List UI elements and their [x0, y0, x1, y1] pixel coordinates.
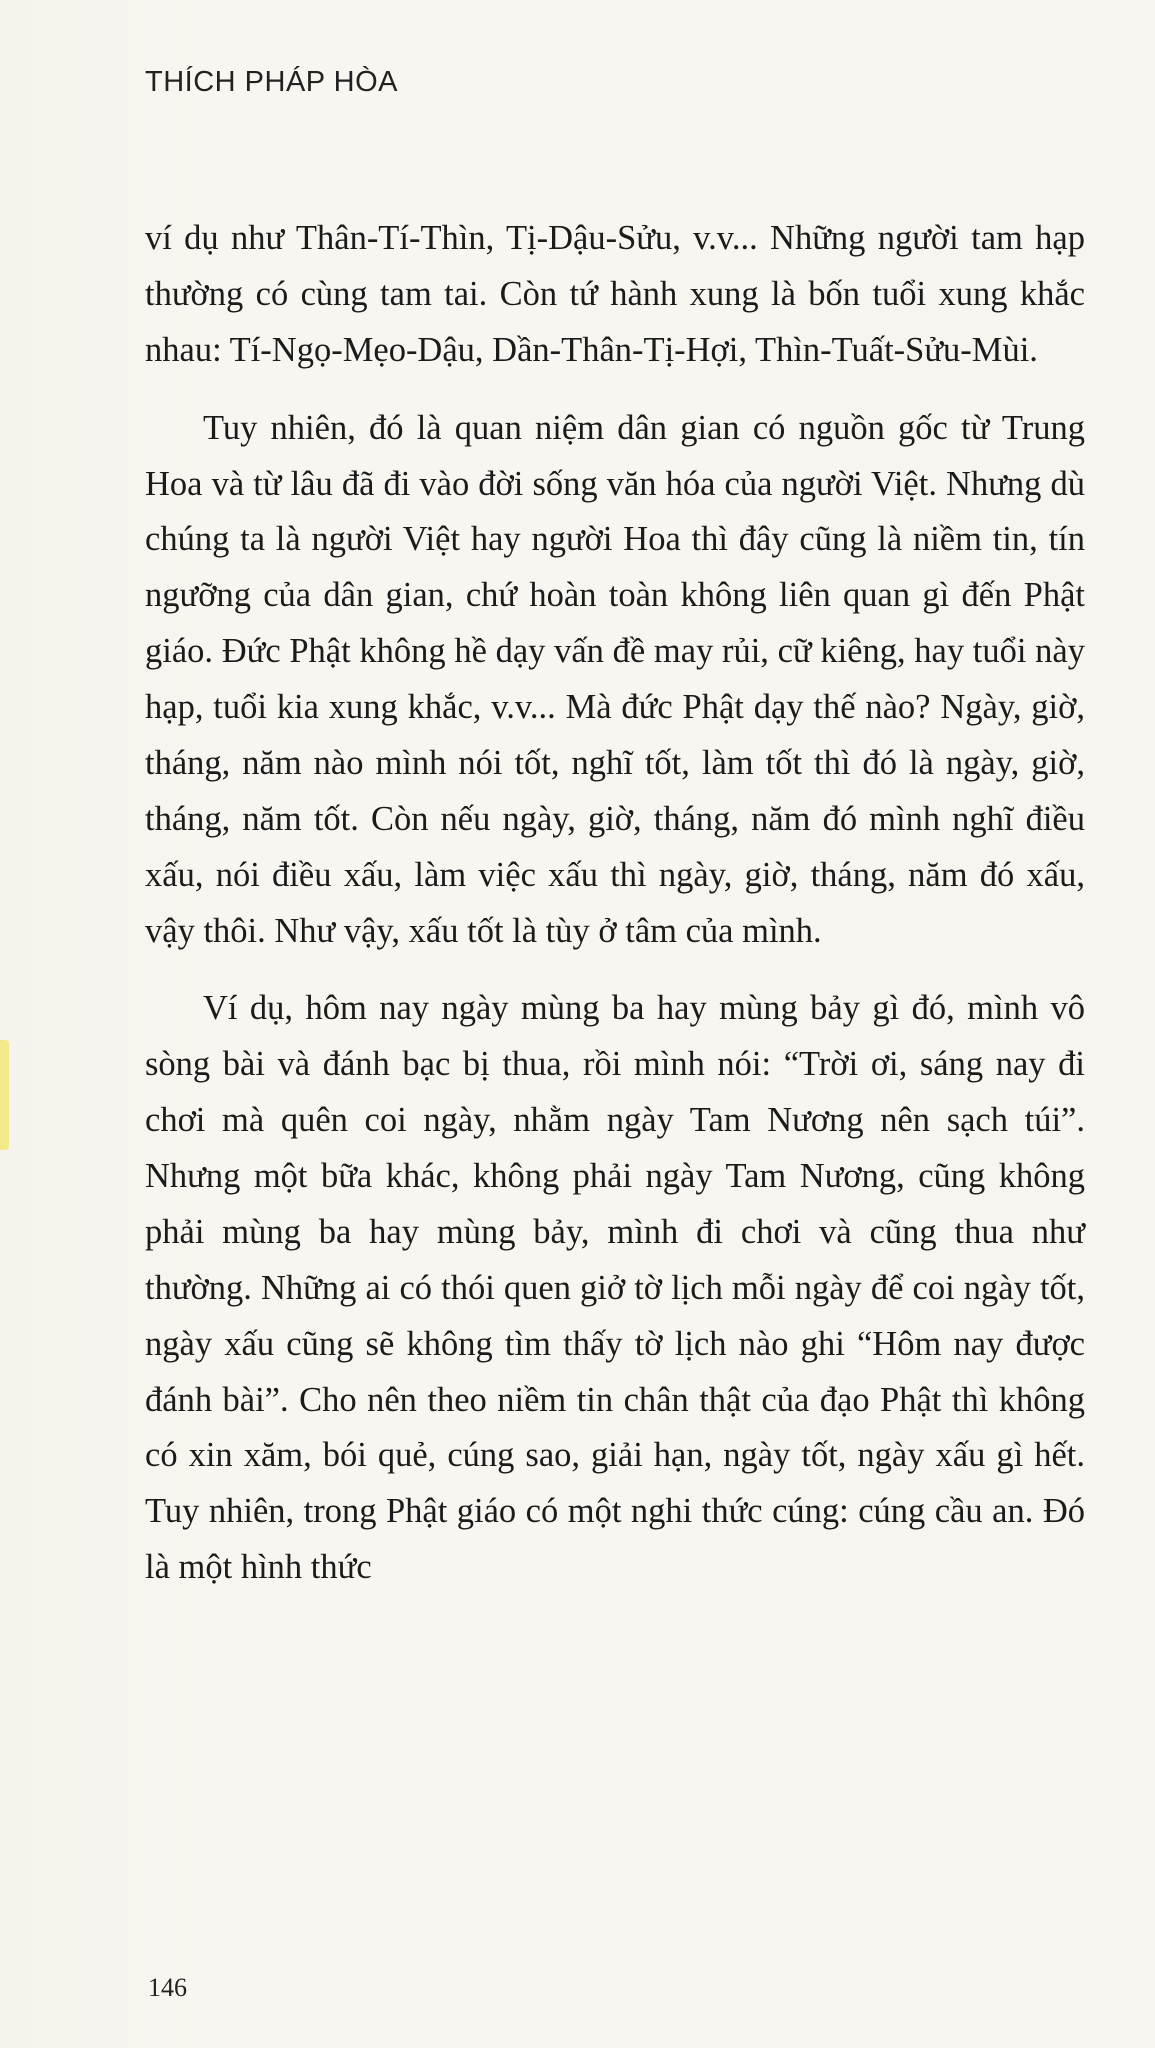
body-text [145, 211, 1085, 1596]
paragraph-example: Ví dụ, hôm nay ngày mùng ba hay mùng bảy gì đó, mình vô sòng bài và đánh bạc bị thua, rồi mình nói: “Trời ơi, sáng nay đi chơi mà quên coi ngày, nhằm ngày Tam Nương nên sạch túi”. Nhưng một bữa khác, không phải ngày Tam Nương, cũng không phải mùng ba hay mùng bảy, mình đi chơi và cũng thua như thường. Những ai có thói quen giở tờ lịch mỗi ngày để coi ngày tốt, ngày xấu cũng sẽ không tìm thấy tờ lịch nào ghi “Hôm nay được đánh bài”. Cho nên theo niềm tin chân thật của đạo Phật thì không có xin xăm, bói quẻ, cúng sao, giải hạn, ngày tốt, ngày xấu gì hết. Tuy nhiên, trong Phật giáo có một nghi thức cúng: cúng cầu an. Đó là một hình thức [145, 989, 1085, 1587]
page-edge-highlight [0, 1040, 9, 1150]
running-header: THÍCH PHÁP HÒA [145, 66, 399, 98]
paragraph-folk-belief: Tuy nhiên, đó là quan niệm dân gian có nguồn gốc từ Trung Hoa và từ lâu đã đi vào đời sống văn hóa của người Việt. Nhưng dù chúng ta là người Việt hay người Hoa thì đây cũng là niềm tin, tín ngưỡng của dân gian, chứ hoàn toàn không liên quan gì đến Phật giáo. Đức Phật không hề dạy vấn đề may rủi, cữ kiêng, hay tuổi này hạp, tuổi kia xung khắc, v.v... Mà đức Phật dạy thế nào? Ngày, giờ, tháng, năm nào mình nói tốt, nghĩ tốt, làm tốt thì đó là ngày, giờ, tháng, năm tốt. Còn nếu ngày, giờ, tháng, năm đó mình nghĩ điều xấu, nói điều xấu, làm việc xấu thì ngày, giờ, tháng, năm đó xấu, vậy thôi. Như vậy, xấu tốt là tùy ở tâm của mình. [145, 408, 1085, 950]
page-number: 146 [148, 1973, 187, 2002]
paragraph-continuation: ví dụ như Thân-Tí-Thìn, Tị-Dậu-Sửu, v.v... Những người tam hạp thường có cùng tam tai. Còn tứ hành xung là bốn tuổi xung khắc nhau: Tí-Ngọ-Mẹo-Dậu, Dần-Thân-Tị-Hợi, Thìn-Tuất-Sửu-Mùi. [145, 219, 1085, 369]
